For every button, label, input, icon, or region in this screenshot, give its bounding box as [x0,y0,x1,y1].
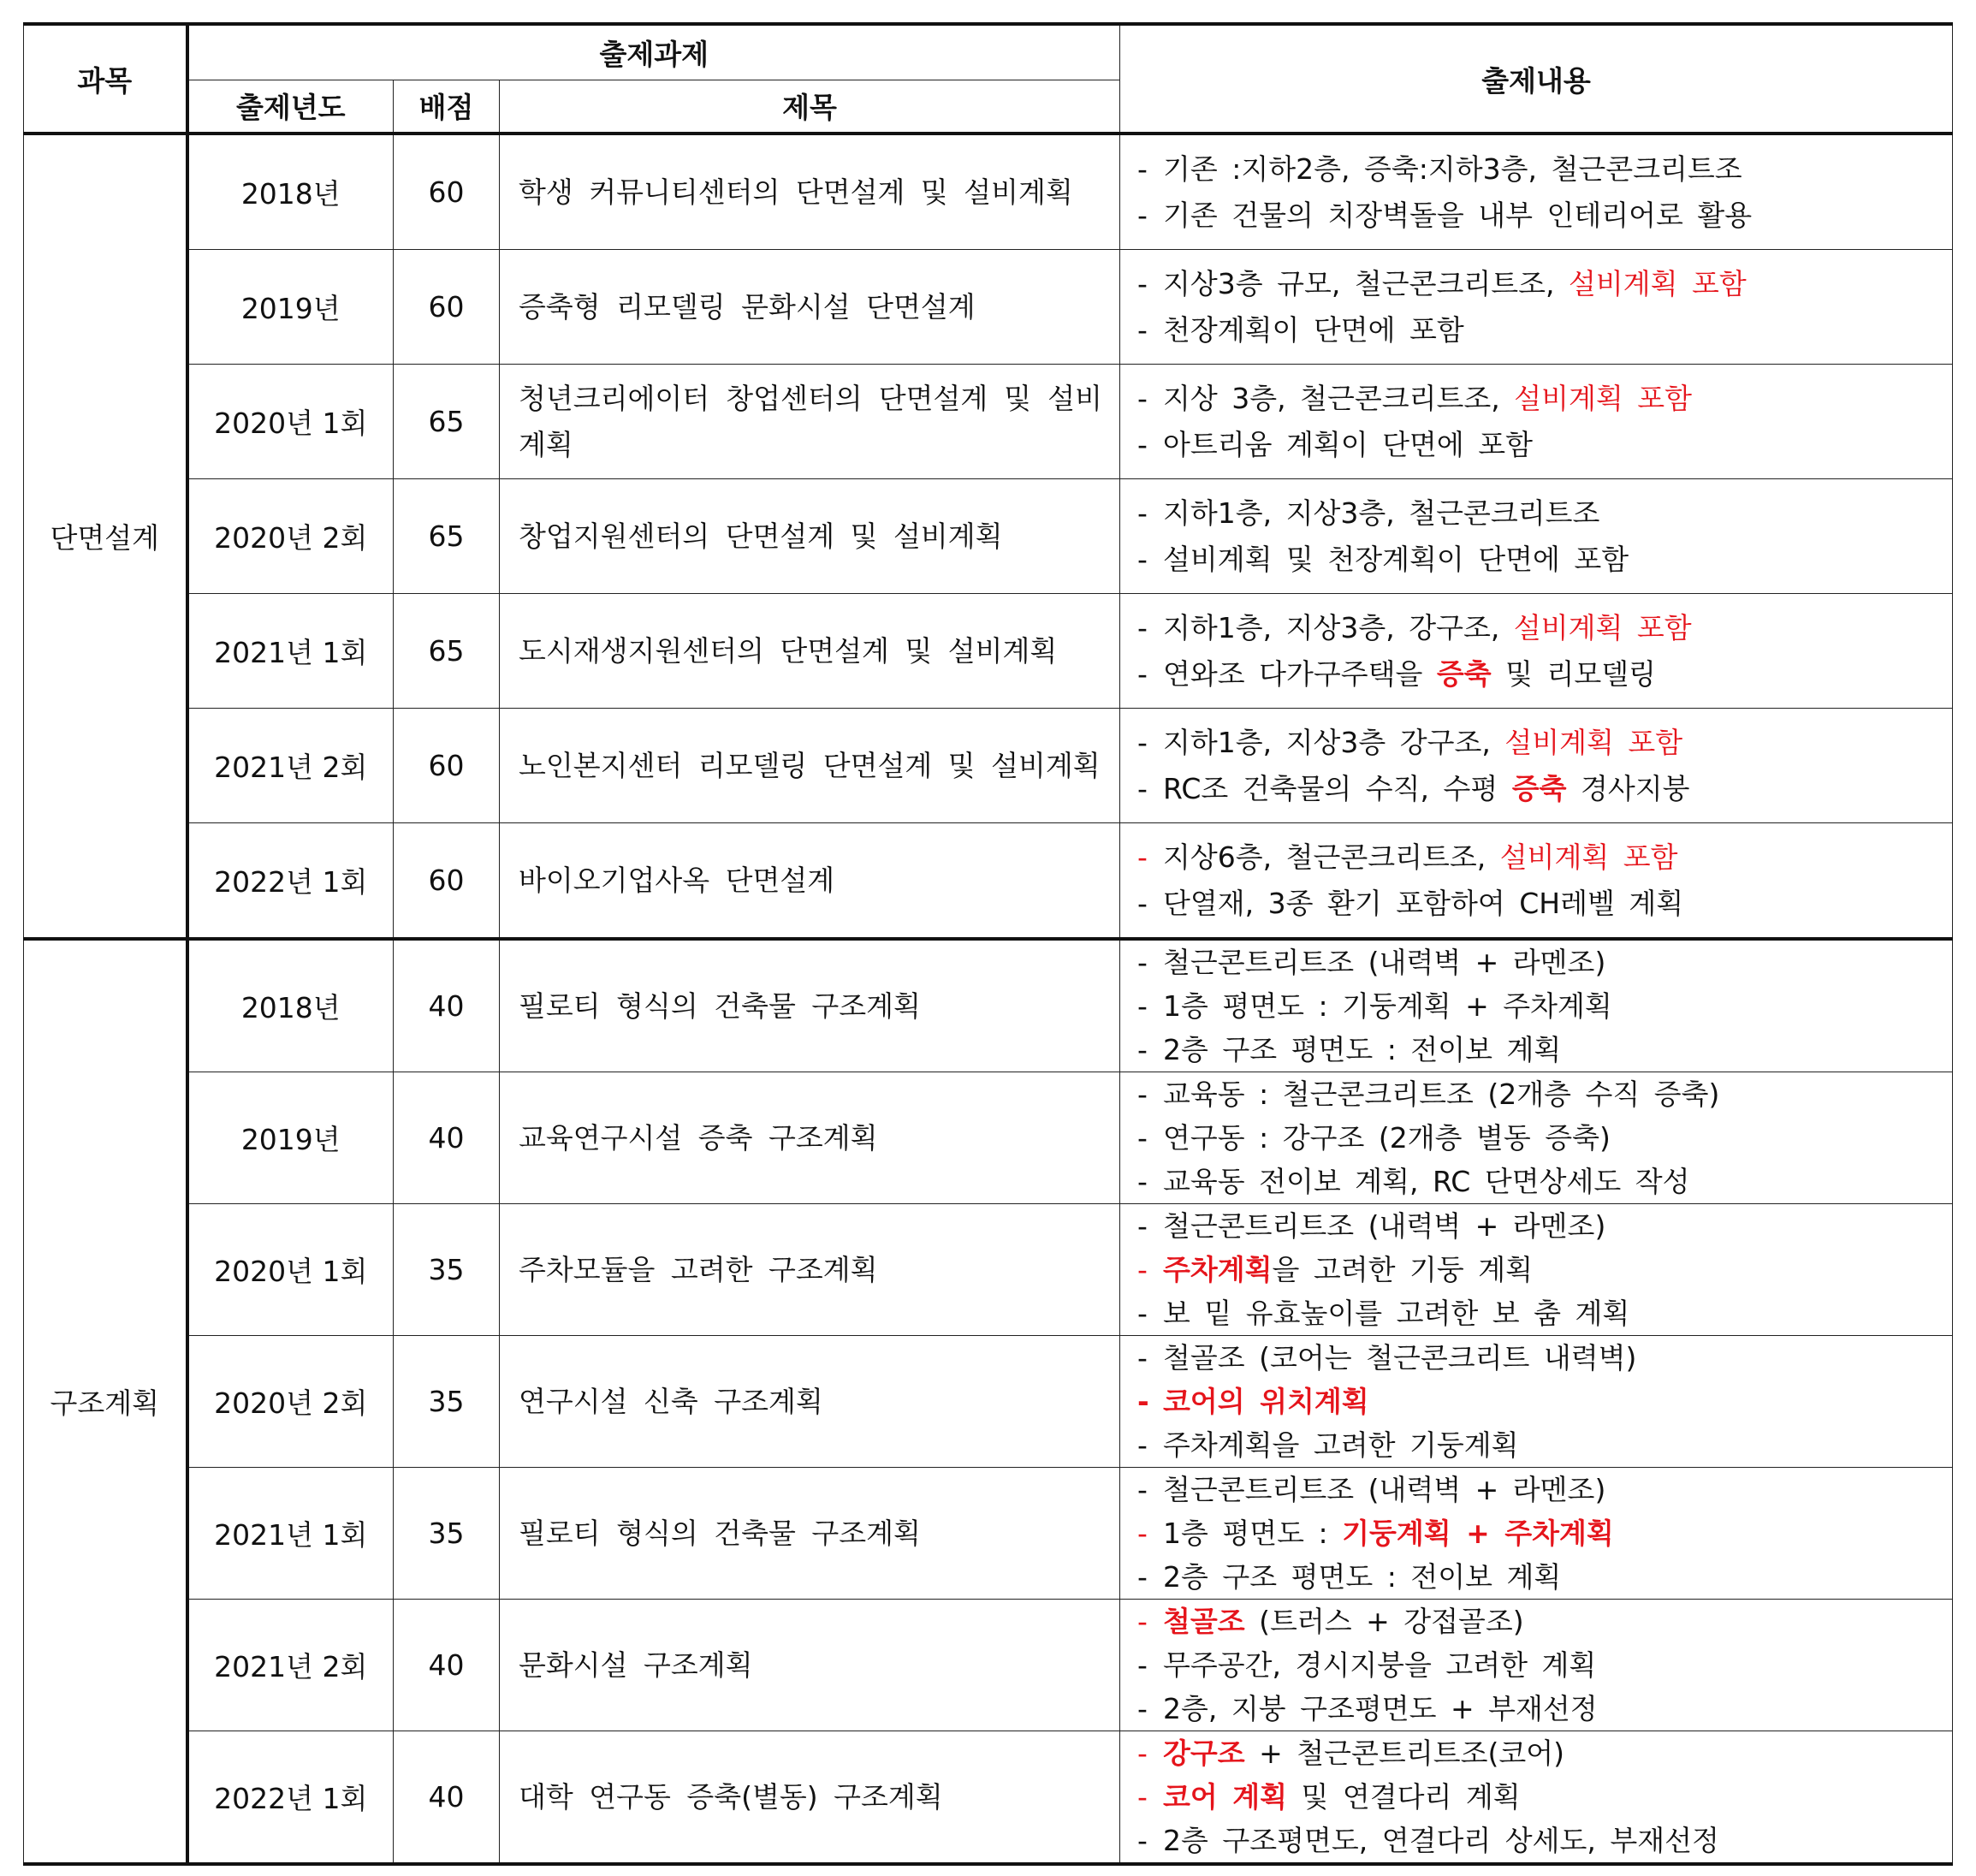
year-cell: 2020년 2회 [187,479,394,594]
title-cell: 교육연구시설 증축 구조계획 [500,1072,1120,1204]
bullet-dash: - [1137,771,1148,805]
content-text: 철근콘트리트조 (내력벽 + 라멘조) [1163,1209,1606,1243]
content-text: 단열재, 3종 환기 포함하여 CH레벨 계획 [1163,886,1684,920]
content-line [1137,1072,1938,1116]
content-cell [1120,1336,1953,1468]
points-cell: 40 [394,939,500,1072]
content-line [1137,1819,1938,1862]
bullet-dash: - [1137,610,1148,644]
content-cell [1120,365,1953,479]
content-text: 천장계획이 단면에 포함 [1163,312,1464,347]
year-cell: 2020년 1회 [187,365,394,479]
content-cell [1120,134,1953,250]
title-cell: 문화시설 구조계획 [500,1600,1120,1731]
points-cell: 60 [394,709,500,823]
content-line [1137,1775,1938,1819]
table-row [24,939,1953,1072]
content-line [1137,881,1938,927]
table-row [24,1336,1953,1468]
content-text: 2층 구조 평면도 : 전이보 계획 [1163,1560,1562,1594]
title-cell: 주차모듈을 고려한 구조계획 [500,1204,1120,1336]
content-text: 기존 건물의 치장벽돌을 내부 인테리어로 활용 [1163,198,1753,232]
bullet-dash: - [1137,1605,1148,1638]
content-text: 지하1층, 지상3층, 강구조, [1163,610,1514,644]
content-line [1137,1731,1938,1775]
bullet-dash: - [1137,1648,1148,1682]
content-line [1137,1248,1938,1291]
content-line [1137,261,1938,307]
content-text: 코어 계획 [1163,1780,1288,1814]
bullet-dash: - [1137,542,1148,576]
bullet-dash: - [1137,1341,1148,1374]
table-row [24,479,1953,594]
bullet-dash: - [1137,1253,1148,1286]
bullet-dash: - [1137,427,1148,461]
content-cell [1120,1468,1953,1600]
bullet-dash: - [1137,496,1148,530]
content-line [1137,422,1938,468]
header-points: 배점 [394,80,500,134]
points-cell: 65 [394,479,500,594]
content-line [1137,1643,1938,1687]
content-text: 증축 [1511,771,1567,805]
content-text: 설비계획 포함 [1569,266,1747,300]
content-line [1137,1160,1938,1203]
content-line [1137,193,1938,239]
content-line [1137,1468,1938,1511]
year-cell: 2019년 [187,250,394,365]
year-cell: 2022년 1회 [187,1731,394,1865]
year-cell: 2021년 1회 [187,594,394,709]
title-cell: 필로티 형식의 건축물 구조계획 [500,939,1120,1072]
title-cell: 학생 커뮤니티센터의 단면설계 및 설비계획 [500,134,1120,250]
content-cell [1120,479,1953,594]
title-cell: 대학 연구동 증축(별동) 구조계획 [500,1731,1120,1865]
content-text: 주차계획을 고려한 기둥계획 [1163,1428,1519,1462]
year-cell: 2021년 1회 [187,1468,394,1600]
points-cell: 65 [394,365,500,479]
bullet-dash: - [1137,1780,1148,1814]
points-cell: 60 [394,250,500,365]
content-line [1137,1204,1938,1248]
bullet-dash: - [1137,1165,1148,1198]
content-line [1137,1291,1938,1335]
bullet-dash: - [1137,989,1148,1023]
bullet-dash: - [1137,381,1148,415]
content-line [1137,1511,1938,1555]
bullet-dash: - [1137,725,1148,759]
content-text: 연구동 : 강구조 (2개층 별동 증축) [1163,1121,1611,1155]
bullet-dash: - [1137,1209,1148,1243]
content-text: 1층 평면도 : [1163,1517,1343,1550]
bullet-dash: - [1137,1824,1148,1857]
content-line [1137,1380,1938,1423]
content-line [1137,1116,1938,1160]
table-row [24,1204,1953,1336]
points-cell: 35 [394,1204,500,1336]
bullet-dash: - [1137,656,1148,691]
title-cell: 노인본지센터 리모델링 단면설계 및 설비계획 [500,709,1120,823]
content-line [1137,537,1938,583]
content-cell [1120,1204,1953,1336]
table-row [24,1072,1953,1204]
year-cell: 2021년 2회 [187,1600,394,1731]
content-text: 철골조 [1163,1605,1245,1638]
content-text: 철근콘트리트조 (내력벽 + 라멘조) [1163,946,1606,979]
content-line [1137,720,1938,766]
content-text: 2층, 지붕 구조평면도 + 부재선정 [1163,1692,1598,1725]
content-line [1137,941,1938,984]
bullet-dash: - [1137,1736,1148,1770]
content-text: (트러스 + 강접골조) [1244,1605,1524,1638]
bullet-dash: - [1137,1428,1148,1462]
content-line [1137,834,1938,881]
points-cell: 35 [394,1468,500,1600]
year-cell: 2020년 1회 [187,1204,394,1336]
bullet-dash: - [1137,1560,1148,1594]
content-text: 설비계획 포함 [1504,725,1683,759]
content-text: 을 고려한 기둥 계획 [1272,1253,1534,1286]
points-cell: 65 [394,594,500,709]
table-row [24,594,1953,709]
content-text: 교육동 : 철근콘크리트조 (2개층 수직 증축) [1163,1078,1720,1111]
content-cell [1120,1072,1953,1204]
bullet-dash: - [1137,946,1148,979]
table-row [24,134,1953,250]
title-cell: 연구시설 신축 구조계획 [500,1336,1120,1468]
header-title: 제목 [500,80,1120,134]
content-text: 지상6층, 철근콘크리트조, [1163,840,1500,874]
content-line [1137,1555,1938,1599]
year-cell: 2020년 2회 [187,1336,394,1468]
content-text: 기존 :지하2층, 증축:지하3층, 철근콘크리트조 [1163,151,1742,186]
content-line [1137,146,1938,193]
bullet-dash: - [1137,312,1148,347]
bullet-dash: - [1137,1297,1148,1330]
content-text: 교육동 전이보 계획, RC 단면상세도 작성 [1163,1165,1690,1198]
title-cell: 창업지원센터의 단면설계 및 설비계획 [500,479,1120,594]
bullet-dash: - [1137,840,1148,874]
content-text: 지하1층, 지상3층, 철근콘크리트조 [1163,496,1600,530]
content-text: 경사지붕 [1566,771,1690,805]
content-text: 2층 구조 평면도 : 전이보 계획 [1163,1033,1562,1066]
content-text: 및 리모델링 [1491,656,1657,691]
exam-table-body [24,134,1953,1864]
content-text: 지상 3층, 철근콘크리트조, [1163,381,1515,415]
title-cell: 도시재생지원센터의 단면설계 및 설비계획 [500,594,1120,709]
title-cell: 청년크리에이터 창업센터의 단면설계 및 설비계획 [500,365,1120,479]
content-line [1137,1600,1938,1643]
content-cell [1120,250,1953,365]
content-line [1137,490,1938,537]
content-text: 지하1층, 지상3층 강구조, [1163,725,1505,759]
content-text: 지상3층 규모, 철근콘크리트조, [1163,266,1570,300]
content-text: 철골조 (코어는 철근콘크리트 내력벽) [1163,1341,1637,1374]
bullet-dash: - [1137,1385,1149,1418]
points-cell: 40 [394,1600,500,1731]
table-row [24,709,1953,823]
points-cell: 35 [394,1336,500,1468]
points-cell: 40 [394,1072,500,1204]
content-text: 및 연결다리 계획 [1287,1780,1521,1814]
content-line [1137,766,1938,812]
content-text: 주차계획 [1163,1253,1273,1286]
table-row [24,1468,1953,1600]
content-cell [1120,823,1953,940]
content-cell [1120,594,1953,709]
content-text: 아트리움 계획이 단면에 포함 [1163,427,1534,461]
bullet-dash: - [1137,198,1148,232]
content-text: 증축 [1436,656,1492,691]
content-text: 기둥계획 + 주차계획 [1342,1517,1614,1550]
content-cell [1120,1731,1953,1865]
subject-cell: 단면설계 [24,134,187,939]
content-line [1137,1423,1938,1467]
content-text: + 철근콘트리트조(코어) [1244,1736,1564,1770]
bullet-dash: - [1137,1078,1148,1111]
content-line [1137,307,1938,353]
content-text: RC조 건축물의 수직, 수평 [1163,771,1512,805]
table-row [24,1600,1953,1731]
table-row [24,1731,1953,1865]
content-text: 설비계획 포함 [1499,840,1678,874]
header-content: 출제내용 [1120,24,1953,134]
content-text: 1층 평면도 : 기둥계획 + 주차계획 [1163,989,1612,1023]
content-line [1137,376,1938,422]
points-cell: 40 [394,1731,500,1865]
bullet-dash: - [1137,1473,1148,1506]
content-text: 무주공간, 경시지붕을 고려한 계획 [1163,1648,1597,1682]
exam-table [23,22,1953,1866]
title-cell: 증축형 리모델링 문화시설 단면설계 [500,250,1120,365]
content-line [1137,1687,1938,1731]
bullet-dash: - [1137,1517,1148,1550]
content-text: 설비계획 및 천장계획이 단면에 포함 [1163,542,1629,576]
bullet-dash: - [1137,886,1148,920]
title-cell: 필로티 형식의 건축물 구조계획 [500,1468,1120,1600]
points-cell: 60 [394,823,500,940]
content-text: 철근콘트리트조 (내력벽 + 라멘조) [1163,1473,1606,1506]
points-cell: 60 [394,134,500,250]
table-row [24,365,1953,479]
content-text: 설비계획 포함 [1514,381,1693,415]
year-cell: 2018년 [187,134,394,250]
table-row [24,823,1953,940]
year-cell: 2021년 2회 [187,709,394,823]
bullet-dash: - [1137,266,1148,300]
year-cell: 2018년 [187,939,394,1072]
content-line [1137,1336,1938,1380]
content-cell [1120,1600,1953,1731]
content-cell [1120,709,1953,823]
year-cell: 2019년 [187,1072,394,1204]
content-text: 코어의 위치계획 [1163,1385,1369,1418]
bullet-dash: - [1137,151,1148,186]
content-line [1137,605,1938,651]
bullet-dash: - [1137,1033,1148,1066]
table-row [24,250,1953,365]
header-year: 출제년도 [187,80,394,134]
subject-cell: 구조계획 [24,939,187,1864]
content-line [1137,651,1938,698]
bullet-dash: - [1137,1121,1148,1155]
content-line [1137,1028,1938,1072]
content-text: 연와조 다가구주택을 [1163,656,1437,691]
content-text: 2층 구조평면도, 연결다리 상세도, 부재선정 [1163,1824,1719,1857]
content-text: 보 밑 유효높이를 고려한 보 춤 계획 [1163,1297,1630,1330]
year-cell: 2022년 1회 [187,823,394,940]
header-subject: 과목 [24,24,187,134]
content-cell [1120,939,1953,1072]
content-text: 강구조 [1163,1736,1245,1770]
content-text: 설비계획 포함 [1513,610,1692,644]
content-line [1137,984,1938,1028]
bullet-dash: - [1137,1692,1148,1725]
header-task-group: 출제과제 [187,24,1120,80]
exam-table-page [23,22,1952,1866]
title-cell: 바이오기업사옥 단면설계 [500,823,1120,940]
